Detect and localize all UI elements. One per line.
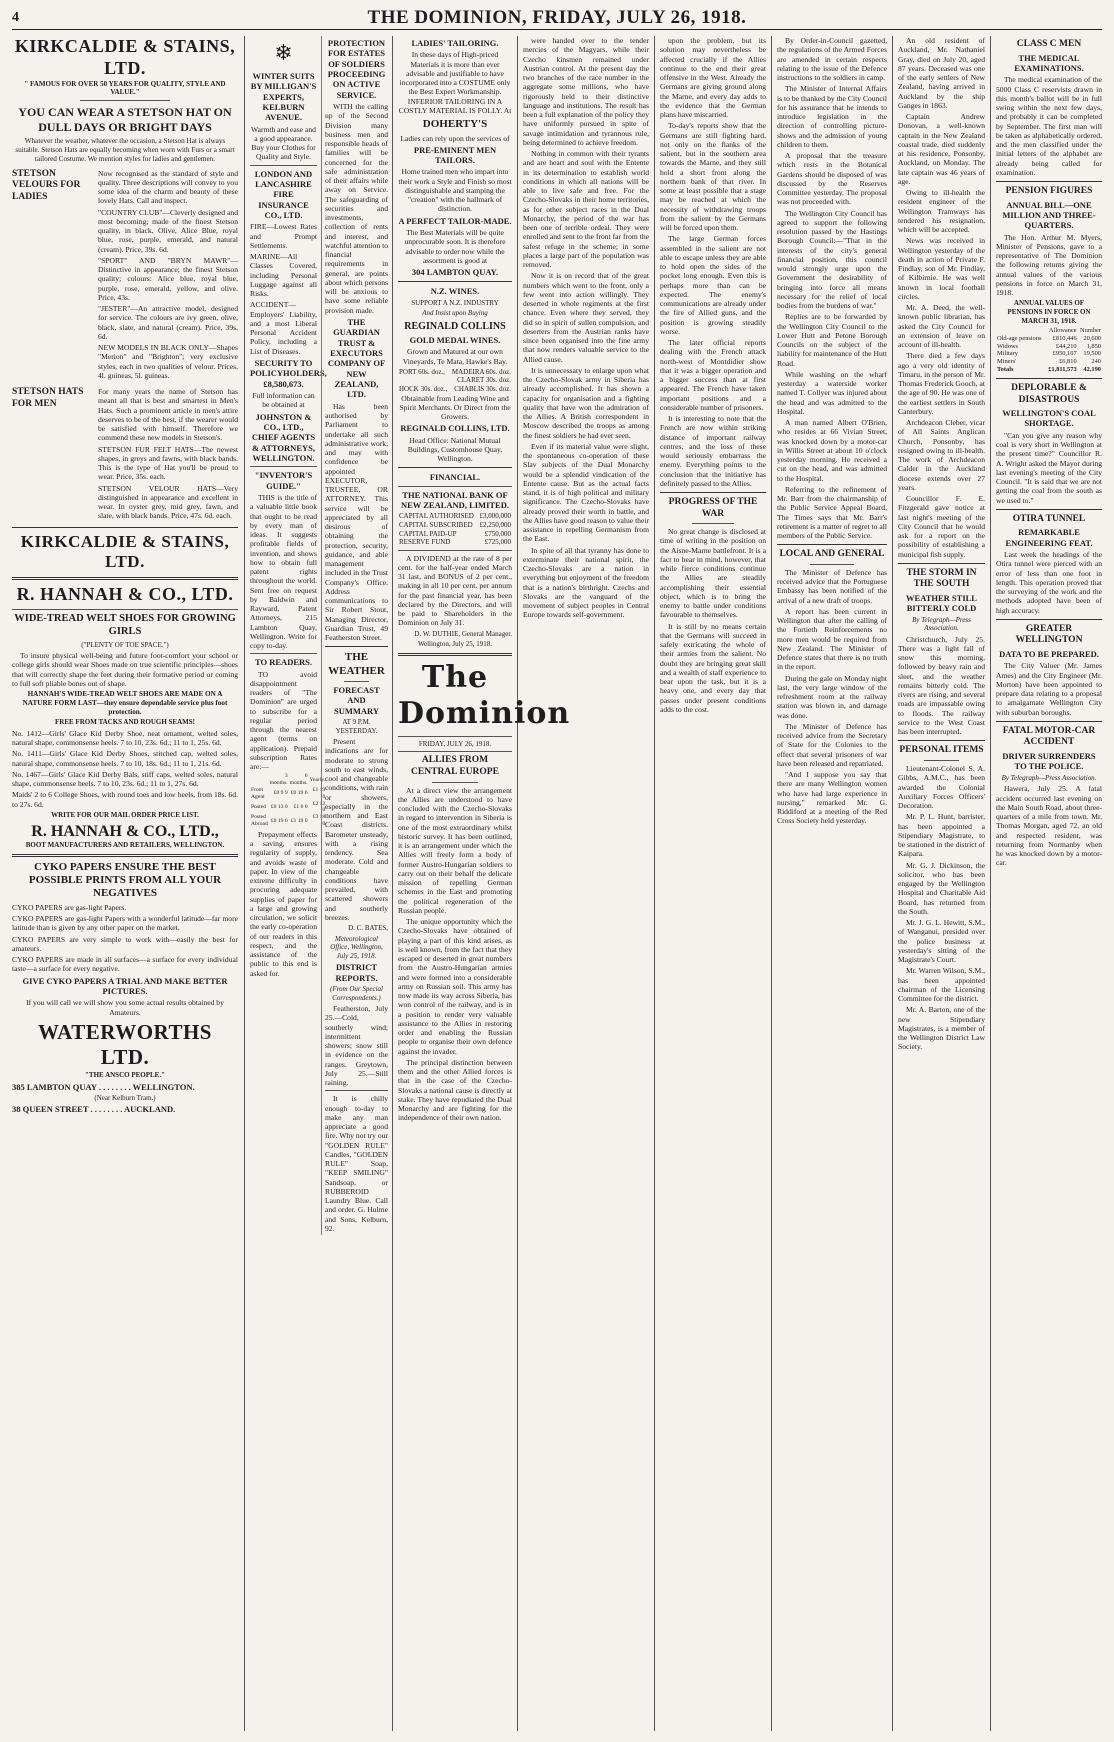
welt-shoes-free: FREE FROM TACKS AND ROUGH SEAMS! [55,718,195,727]
column-rule [244,36,245,1731]
column-rule [771,36,772,1731]
dividend-signature: D. W. DUTHIE, General Manager. [414,629,512,638]
shoe-item: No. 1412—Girls' Glace Kid Derby Shoe, neat ornament, welted soles, natural shape, commonsense heels. 7 to 10, 23s. 6d.; 11 to 1, 25s. 6d. [12,728,238,748]
shoe-item: Maids' 2 to 6 College Shoes, with round toes and low heels, from 18s. 6d. to 27s. 6d. [12,790,238,809]
guardian-body: Has been authorised by Parliament to undertake all such administrative work, and may with confidence be appointed EXECUTOR, TRUSTEE, OR ATTORNEY. This service will be appreciated by all desirous of obtaining the protection, security, guidance, and able management included in the Trust Company's Office. Address communications to Sir Robert Stout, Managing Director, Guardian Trust, 49 Featherston Street. [325,401,388,643]
greater-wellington-subhead: DATA TO BE PREPARED. [999,649,1099,659]
left-subcolumn [250,36,327,1235]
progress-paragraph: It is still by no means certain that the Germans will succeed in safely extricating the whole of their armies from the salient. No doubt they are bringing great skill and a wealth of staff experience to bear upon the task, but it is a heavy one, and every day that passes under present conditions adds to the cost. [660,621,766,714]
editorial-headline: ALLIES FROM CENTRAL EUROPE [411,755,499,777]
news-paragraph: Referring to the refinement of Mr. Barr from the chairmanship of the Public Service Appeal Board, The Times says that Mr. Barr's retirement is a matter of regret to all members of the Public Service. [777,484,887,540]
welt-shoes-sub: ("PLENTY OF TOE SPACE.") [81,640,169,649]
forecast-time: AT 9 P.M. YESTERDAY. [335,718,378,735]
to-readers-title: TO READERS. [255,657,312,668]
forecast-body: Present indications are for moderate to strong south to east winds, cool and changeable conditions, with rain or showers, especially in the northern and East Coast districts. Barometer unsteady, with a rising tendency. Sea moderate. Cold and changeable conditions have prevailed, with scattered showers and southerly breezes. [325,737,388,922]
news-paragraph: By Order-in-Council gazetted, the regulations of the Armed Forces are amended in certain respects relating to the issue of the Defence instructions to the soldiers in camp. [777,36,887,82]
kirkcaldie-title: KIRKCALDIE & STAINS, LTD. [14,36,236,78]
editorial-paragraph: The unique opportunity which the Czecho-Slovaks have obtained of playing a part of this kind arises, as is well known, from the fact that they escaped or deserted in great numbers from the Austro-Hungarian armies and were formed into a considerable army on Russian soil. This army has now made its way across Siberia, has won control of the railway, and is in a position to render very valuable assistance to the Allies in restoring order and enabling the Russian people to organise their own defence against the invader. [398,917,512,1056]
greater-wellington-body: The City Valuer (Mr. James Ames) and the City Engineer (Mr. Morton) have been appointed to prepare data relating to a proposal to amalgamate Wellington City with suburban boroughs. [996,661,1102,717]
forecast-signature: D. C. BATES, [348,924,388,933]
column-7 [898,36,985,1731]
news-paragraph: Owing to ill-health the resident engineer of the Wellington Tramways has tendered his resignation, which will be accepted. [898,188,985,234]
news-paragraph: Archdeacon Cleber, vicar of All Saints Anglican Church, Ponsonby, has resigned owing to ill-health. The work of Archdeacon Calder in the Auckland diocese extends over 27 years. [898,418,985,492]
district-reports-sub: (From Our Special Correspondents.) [329,985,383,1002]
column-1-ads [12,36,238,1731]
personal-paragraph: Lieutenant-Colonel S. A. Gibbs, A.M.C., has been awarded the Colonial Auxiliary Forces Officers' Decoration. [898,764,985,811]
perfect-body: The Best Materials will be quite unprocurable soon. It is therefore advisable to order now while the assortment is good at [404,228,506,265]
rates-header-row: 3 months. 6 months. Yearly. [269,773,326,787]
doherty-body: Ladies can rely upon the services of [400,133,510,143]
accident-line: ACCIDENT—Employers' Liability, and a most Liberal Personal Accident Policy, including a List of Diseases. [250,300,317,356]
forecast-office: Meteorological Office, Wellington, July 25, 1918. [330,934,383,960]
column-rule [990,36,991,1731]
editorial-paragraph: The principal distinction between them and the other Allied forces is that in the case of the Czecho-Slovaks a national cause is directly at stake. They have repudiated the Dual Monarchy and are fighting for the independence of their own nation. [398,1057,512,1123]
storm-subhead: WEATHER STILL BITTERLY COLD [906,592,977,614]
news-paragraph: Mr. A. Deed, the well-known public librarian, has asked the City Council for an extension of leave on account of ill-health. [898,303,985,349]
pension-headline: PENSION FIGURES [1005,186,1093,197]
head-office: Head Office: National Mutual Buildings, Customhouse Quay, Wellington. [407,435,503,464]
vineyard-note: Grown and Matured at our own Vineyards, Te Mata, Hawke's Bay. [402,347,508,366]
fatal-accident-byline: By Telegraph—Press Association. [1001,773,1097,782]
news-paragraph: A proposal that the treasure which rests in the Botanical Gardens should be disposed of was discussed by the Reserves Committee yesterday. The proposal was not proceeded with. [777,151,887,207]
progress-war-headline: PROGRESS OF THE WAR [668,497,758,519]
editorial-paragraph: upon the problem, but its solution may nevertheless be affected crucially if the Allies continue to the end their great offensive in the West. Already the Germans are giving ground along the Marne, and every day adds to the evidence that the German plans have miscarried. [660,36,766,119]
fatal-accident-subhead: DRIVER SURRENDERS TO THE POLICE. [1002,751,1096,772]
wine-row: PORT 60s. doz., MADEIRA 60s. doz. [399,367,511,376]
gold-medal-wines: GOLD MEDAL WINES. [409,335,501,346]
subscription-rates-table [250,773,326,828]
district-reports-title: DISTRICT REPORTS. [335,962,378,983]
waterworths-address-note: (Near Kelburn Tram.) [94,1093,156,1102]
storm-headline: THE STORM IN THE SOUTH [906,567,977,590]
news-paragraph: The Minister of Internal Affairs is to be thanked by the City Council for his assurance that he intends to introduce legislation in the direction of controlling picture-shows and the admission of young children to them. [777,84,887,149]
velours-item: "SPORT" AND "BRYN MAWR"—Distinctive in appearance; the finest Stetson quality; colours: Alice blue, royal blue, purple, rose, emerald, yellow, and olive. Price, 43s. [98,255,238,302]
doherty-name: DOHERTY'S [422,118,488,131]
editorial-date: FRIDAY, JULY 26, 1918. [418,739,492,748]
perfect-tailor-made: A PERFECT TAILOR-MADE. [398,215,512,226]
capital-row: CAPITAL SUBSCRIBED £2,250,000 [399,520,511,529]
shoe-item: No. 1411—Girls' Glace Kid Derby Shoes, stitched cap, welted soles, natural shape, commonsense heels. 7 to 10, 18s. 6d.; 11 to 1, 21s. 6d. [12,749,238,768]
welt-shoes-note: HANNAH'S WIDE-TREAD WELT SHOES ARE MADE ON A NATURE FORM LAST—they ensure dependable service plus foot protection. [22,690,228,716]
winter-suits-title: WINTER SUITS BY MILLIGAN'S EXPERTS, KELBURN AVENUE. [250,70,317,123]
editorial-paragraph: In spite of all that tyranny has done to exterminate their national spirit, the Czecho-Slovaks are a nation in everything but enjoyment of the freedom that is a nation's birthright. Czechs and Slovaks are the vanguard of the movement of subject peoples in Central Europe towards self-government. [523,545,649,620]
forecast-title: FORECAST AND SUMMARY [333,685,380,716]
protection-body: WITH the calling up of the Second Division many business men and responsible heads of families will be concerned for the safe administration of their affairs while away on Service. The safeguarding of securities and investments, collection of rents and interest, and watchful attention to financial requirements in general, are points about which persons will be anxious to have some reliable provision made. [325,102,388,315]
support-sub: And Insist upon Buying [422,309,488,318]
snowflake-icon: ❄ [274,40,293,65]
marine-line: MARINE—All Classes Covered, including Personal Luggage against all Risks. [250,252,317,299]
shoe-item: No. 1467—Girls' Glace Kid Derby Bals, stiff caps, welted soles, natural shape, commonsense heels. 7 to 10, 23s. 6d.; 11 to 1, 27s. 6d. [12,769,238,789]
column-3 [398,36,571,1731]
local-paragraph: A report has been current in Wellington that after the calling of the Fortieth Reinforcements no more men would be required from New Zealand. The Minister of Defence states that there is no truth in the report. [777,606,887,672]
hannah-title-footer: R. HANNAH & CO., LTD., [31,822,219,840]
waterworths-address-1: 385 LAMBTON QUAY . . . . . . . . WELLINGTON. [12,1081,195,1092]
prepay-body: Prepayment effects a saving, ensures regularity of supply, and avoids waste of paper. In view of the extreme difficulty in procuring adequate supplies of paper for a large and growing circulation, we solicit the early co-operation of our readers in this respect, and the assistance of the public to this end is asked for. [250,829,317,978]
waterworths-title: WATERWORTHS LTD. [37,1019,212,1070]
column-6 [777,36,887,1731]
local-general-headline: LOCAL AND GENERAL [779,549,885,560]
chilly-ad: It is chilly enough to-day to make any man appreciate a good fire. Why not try our "GOLDEN RULE" Candles, "GOLDEN RULE" Soap, "KEEP SMILING" Sandsoap, or RUBBEROID Laundry Blue. Call and order. G. Hulme and Sons, Kelburn, 92. [325,1094,388,1233]
editorial-paragraph: Even if its material value were slight, the spontaneous co-operation of these Slav subjects of the Dual Monarchy would be a splendid vindication of the Entente cause. But as the actual facts stand, it is of high political and military significance. The Czecho-Slovaks have already proved their worth in battle, and the Allies have good reason to value their assistance in repelling Germanism from the East. [523,441,649,544]
velours-item: "JESTER"—An attractive model, designed for service. The colours are ivy green, olive, black, slate, and natural (cream). Price, 39s. 6d. [98,304,238,341]
ansco-tagline: "THE ANSCO PEOPLE." [85,1070,165,1079]
local-paragraph: "And I suppose you say that there are many Wellington women who have had large experience in nursing," remarked Mr. G. Riddiford at a meeting of the Red Cross Society held yesterday. [777,770,887,826]
waterworths-address-2: 38 QUEEN STREET . . . . . . . . AUCKLAND. [12,1104,176,1115]
financial-title: FINANCIAL. [429,472,481,483]
cyko-trial: GIVE CYKO PAPERS A TRIAL AND MAKE BETTER PICTURES. [22,975,228,996]
mens-hats-list [98,387,238,523]
fire-line: FIRE—Lowest Rates and Prompt Settlements. [250,222,317,250]
storm-body: Christchurch, July 25. There was a light fall of snow this morning, followed by heavy rain and sleet, and the weather remains bitterly cold. The rivers are rising, and several roads are impassable owing to floods. The railway service to the West Coast has been interrupted. [898,634,985,737]
pension-row: Widows £44,210 1,850 [997,342,1101,350]
pension-table-title: ANNUAL VALUES OF PENSIONS IN FORCE ON MARCH 31, 1918. [1007,299,1091,325]
cyko-item: CYKO PAPERS are very simple to work with—easily the best for amateurs. [12,934,238,953]
newspaper-page [12,6,1102,1734]
guardian-title: THE GUARDIAN TRUST & EXECUTORS COMPANY OF NEW ZEALAND, LTD. [327,316,386,400]
hannah-title: R. HANNAH & CO., LTD. [16,584,234,605]
velours-label: STETSON VELOURS FOR LADIES [12,168,81,202]
wine-row: HOCK 30s. doz., CHABLIS 30s. doz. [399,384,511,393]
news-paragraph: There died a few days ago a very old identity of Timaru, in the person of Mr. Thomas Frederick Gooch, at the age of 90. He was one of the earliest settlers in South Canterbury. [898,351,985,416]
security-line: SECURITY TO POLICYHOLDERS, £8,580,673. [250,357,327,389]
cyko-note: If you will call we will show you some actual results obtained by Amateurs. [26,998,224,1017]
column-4-editorial [523,36,649,1731]
kirkcaldie-title-footer: KIRKCALDIE & STAINS, LTD. [20,531,230,572]
velours-section [12,169,238,383]
mens-hats-item: For many years the name of Stetson has meant all that is best and smartest in Men's Hats. Such a prominent article in men's attire deserves to be of the best, if the wearer would be satisfied with himself. Therefore we commend these new models in Stetson's. [98,387,238,443]
winter-suits-body: Warmth and ease and a good appearance. Buy your Clothes for Quality and Style. [251,124,316,162]
kirkcaldie-tagline: " FAMOUS FOR OVER 50 YEARS FOR QUALITY, STYLE AND VALUE." [24,79,226,97]
personal-paragraph: Mr. J. G. L. Hewitt, S.M., of Wanganui, presided over the police business at yesterday's sitting of the Magistrate's Court. [898,918,985,965]
masthead-title: THE DOMINION, FRIDAY, JULY 26, 1918. [367,7,747,28]
support-industry: SUPPORT A N.Z. INDUSTRY [411,298,499,307]
local-paragraph: The Minister of Defence has received advice that the Portuguese Embassy has been notified of the arrival of a new draft of troops. [777,567,887,605]
pre-eminent-tailors: PRE-EMINENT MEN TAILORS. [413,144,497,166]
masthead [12,6,1102,30]
deplorable-headline: DEPLORABLE & DISASTROUS [1011,382,1087,405]
welt-shoes-headline: WIDE-TREAD WELT SHOES FOR GROWING GIRLS [14,612,236,637]
news-paragraph: Councillor F. E. Fitzgerald gave notice at last night's meeting of the City Council that he would ask for a report on the possibility of establishing a municipal fish supply. [898,494,985,559]
editorial-paragraph: The later official reports dealing with the French attack north-west of Montdidier show that it was a bigger operation and a bigger success than at first appeared. The French have taken important positions and a considerable number of prisoners. [660,338,766,412]
editorial-paragraph: At a direct view the arrangement the Allies are understood to have concluded with the Czecho-Slovaks in regard to intervention in Siberia is one of the most extraordinary whilst historic survey. It has been outlined, it is an arrangement under which the Allies will freely form a body of former Austro-Hungarian soldiers to carry out on their behalf the delicate mission of repelling German schemes in the East and promoting the political regeneration of the Russian people. [398,785,512,915]
to-readers-body: TO avoid disappointment readers of "The Dominion" are urged to subscribe for a regular period through the nearest agent (terms on application). Prepaid subscription Rates are:— [250,669,317,772]
editorial-paragraph: To-day's reports show that the Germans are still fighting hard, not only on the flanks of the salient, but in the southern area towards the Marne, and they still hold a short front along the northern bank of that river. In some at least possible that a stage may be reached at which the necessity of withdrawing troops from the salient by the Germans will be forced upon them. [660,121,766,232]
dividend-date: Wellington, July 25, 1918. [417,640,493,649]
column-rule [892,36,893,1731]
news-paragraph: The Wellington City Council has agreed to support the following resolution passed by the Hastings Borough Council:—"That in the interests of the city's general financial position, this council would strongly urge upon the Government the desirability of bringing into force all means necessary for the relief of local bodies from the burdens of war." [777,208,887,310]
rates-row: Posted £0 13 0 £1 6 0 £2 12 0 [251,800,326,814]
collins-ltd: REGINALD COLLINS, LTD. [400,423,510,434]
editorial-paragraph: It is unnecessary to enlarge upon what the Czecho-Slovak army in Siberia has already accomplished. It has shown a capacity for organisation and a fighting quality that have won the admiration of the Allies. A British correspondent in Moscow described the troops as among the finest soldiers he had ever seen. [523,365,649,440]
coal-shortage-body: "Can you give any reason why coal is very short in Wellington at the present time?" Councillor R. A. Wright asked the Mayor during last evening's meeting of the City Council. "It is said that we are not getting the coal from the south as we used to." [996,430,1102,505]
editorial-paragraph: Now it is on record that of the great numbers which went to the front, only a few went into action willingly. They deserted in whole regiments at the first chance. Even where they served, they did so in spirit of sullen compulsion, and deserters from the Austrian ranks have since been organised into the fine army that now renders valuable service to the Allied cause. [523,271,649,364]
editorial-paragraph: were handed over to the tender mercies of the Magyars, while their Czecho kinsmen remained under Austrian control. At the present day the two branches of the race number in the aggregate some millions, who have rigorously held to their distinctive language and institutions. The result has been a full explanation of the policy they have uniformly pursued in spite of savage intimidation and tyrannous rule, being determined to achieve freedom. [523,36,649,147]
district-reports-body: Featherston, July 25.—Cold, southerly wind; intermittent showers; snow still in evidence on the ranges. Greytown, July 25.—Still raining. [325,1004,388,1088]
class-c-body: The medical examination of the 5000 Class C reservists drawn in this month's ballot will be in full swing within the next few days, and probably it can be completed by September. The first man will be taken as alphabetically ordered, and the men classified under the initial letters of the alphabet are already being called for examination. [996,75,1102,177]
left-ads-column [250,36,388,1235]
velours-item: Now recognised as the standard of style and quality. Three descriptions will convey to you some idea of the charm and beauty of these lovely Hats. Call and inspect. [98,168,238,206]
pension-subhead: ANNUAL BILL—ONE MILLION AND THREE-QUARTERS. [1002,199,1096,231]
wine-prices-table [398,368,512,394]
otira-body: Last week the headings of the Otira tunnel were pierced with an error of less than one foot in length. This operation proved that the surveying of the work and the methods adopted have been of high accuracy. [996,550,1102,615]
welt-shoes-body: To insure physical well-being and future foot-comfort your school or college girls should wear Shoes made on true scientific principles—shoes that will correctly shape the feet during their formative period or coming to full soft pliable bones out of shape. [12,651,238,688]
column-rule [517,36,518,1731]
reginald-collins-name: REGINALD COLLINS [404,320,506,332]
local-paragraph: The Minister of Defence has received advice from the Secretary of State for the Colonies to the effect that several prisoners of war have been released and repatriated. [777,721,887,768]
stetson-intro: Whatever the weather, whatever the occasion, a Stetson Hat is always suitable. Stetson Hats are equally becoming when worn with Furs or a smart tailored Costume. We mention styles for ladies and gentlemen. [15,137,235,163]
cyko-item: CYKO PAPERS are gas-light Papers. [12,902,127,912]
editorial-paragraph: Nothing in common with their tyrants and are heart and soul with the Entente in its determination to establish world conditions in which all nations will be able to live safe and free. For the Czecho-Slovaks in their home territories, as for other subject races in the Dual Monarchy, the period of the war has been one of terrible ordeal. They were enrolled and sent to the front far from the safest refuge in the scheme; in some places a large part of the population was removed. [523,149,649,269]
ladies-tailoring-body: In these days of High-priced Materials it is more than ever advisable and justifiable to have incorporated into a COSTUME only the Best Expert Workmanship. INFERIOR TAILORING IN A COSTLY MATERIAL IS FOLLY. At [398,50,512,115]
coal-shortage-subhead: WELLINGTON'S COAL SHORTAGE. [1002,408,1096,429]
pension-row: Old-age pensions £810,446 20,600 [997,334,1101,342]
personal-paragraph: Mr. P. L. Hunt, barrister, has been appointed a Stipendiary Magistrate, to be stationed in the district of Kaipara. [898,812,985,859]
weather-title: THE WEATHER [328,651,385,677]
news-paragraph: A man named Albert O'Brien, who resides at 66 Vivian Street, was knocked down by a motor-car in Willis Street at about 10 o'clock yesterday morning. He received a cut on the head, and was admitted to the Hospital. [777,418,887,483]
column-2 [250,36,388,1731]
capital-row: CAPITAL PAID-UP £750,000 [399,529,511,538]
column-rule [392,36,393,1731]
velours-item: "COUNTRY CLUB"—Cleverly designed and most becoming; made of the finest Stetson quality, in black, Olive, Alice Blue, royal blue, rose, purple, emerald, and natural (cream). Price, 39s. 6d. [98,207,238,254]
news-paragraph: While washing on the wharf yesterday a waterside worker named T. Collyer was injured about the head and was admitted to the Hospital. [777,369,887,416]
column-5 [660,36,766,1731]
mens-hats-label: STETSON HATS FOR MEN [12,387,84,409]
capital-table [398,512,512,546]
greater-wellington-headline: GREATER WELLINGTON [1015,623,1083,646]
pension-body: The Hon. Arthur M. Myers, Minister of Pensions, gave to a representative of The Dominion the following returns giving the annual values of the various pensions in force on March 31, 1918. [996,232,1102,298]
capital-row: CAPITAL AUTHORISED £3,000,000 [399,512,511,521]
nz-wines-title: N.Z. WINES. [430,286,480,297]
national-bank-title: THE NATIONAL BANK OF NEW ZEALAND, LIMITED. [400,489,509,511]
fatal-accident-body: Hawera, July 25. A fatal accident occurred last evening on the Main South Road, about three-quarters of a mile from town. Mr. Thomas Morgan, aged 72, an old and respected resident, was returning from Normanby when he was knocked down by a motor-car. [996,784,1102,868]
doherty-address: 304 LAMBTON QUAY. [411,267,499,278]
velours-item: NEW MODELS IN BLACK ONLY—Shapes "Merion" and "Brighton"; very exclusive styles, each in two qualities of velour. Prices, 4l. guineas, 5l. guineas. [98,343,238,380]
storm-byline: By Telegraph—Press Association. [912,615,971,633]
stetson-headline: YOU CAN WEAR A STETSON HAT ON DULL DAYS OR BRIGHT DAYS [18,104,232,134]
personal-items-headline: PERSONAL ITEMS [899,745,984,756]
otira-headline: OTIRA TUNNEL [1012,513,1086,524]
local-paragraph: During the gale on Monday night last, the very large window of the refreshment room at the railway station was blown in, and damage was done. [777,673,887,720]
dividend-notice: A DIVIDEND at the rate of 8 per cent. for the half-year ended March 31 last, and BONUS of 2 per cent., making in all 10 per cent. per annum for the past financial year, has been declared by the Directors, and will be paid to Shareholders in the Dominion on July 31. [398,553,512,628]
rates-row: Posted Abroad £0 19 6 £1 19 0 £3 18 0 [251,814,326,828]
pension-table [996,327,1102,374]
obtainable-note: Obtainable from Leading Wine and Spirit Merchants. Or Direct from the Growers. [399,393,511,422]
paper-nameplate: The Dominion [398,659,571,732]
cyko-headline: CYKO PAPERS ENSURE THE BEST POSSIBLE PRINTS FROM ALL YOUR NEGATIVES [28,860,222,900]
personal-paragraph: Mr. A. Barton, one of the new Stipendiary Magistrates, is a member of the Wellington District Law Society. [898,1005,985,1052]
editorial-paragraph: It is interesting to note that the French are now within striking distance of important railway centres, and the loss of these would seriously embarrass the enemy. Everything points to the conclusion that the initiative has definitely passed to the Allies. [660,414,766,488]
page-number: 4 [12,10,19,25]
hannah-footer: BOOT MANUFACTURERS AND RETAILERS, WELLINGTON. [25,841,225,850]
london-lancashire-title: LONDON AND LANCASHIRE FIRE INSURANCE CO., LTD. [254,168,313,221]
pension-row: Totals £1,811,573 42,190 [997,366,1101,374]
ladies-tailoring-title: LADIES' TAILORING. [411,38,499,48]
class-c-headline: CLASS C MEN [1016,39,1082,49]
velours-list [98,169,238,383]
protection-title: PROTECTION FOR ESTATES OF SOLDIERS PROCEEDING ON ACTIVE SERVICE. [327,38,386,100]
column-rule [654,36,655,1731]
editorial-paragraph: The large German forces assembled in the salient are not able to escape unless they are able to hold open the sides of the pocket long enough. Even this is perhaps more than can be expected. The enemy's communications are already under the fire of Allied guns, and the position is growing steadily worse. [660,234,766,336]
mens-hats-section [12,387,238,523]
mens-hats-item: STETSON VELOUR HATS—Very distinguished in appearance and excellent in wear. In oyster grey, mid grey, fawn, and slate, with black bands. Price, 47s. 6d. each. [98,483,238,521]
inventors-guide-title: "INVENTOR'S GUIDE." [254,470,313,491]
otira-subhead: REMARKABLE ENGINEERING FEAT. [1005,527,1093,548]
pension-row: Miners' £6,810 240 [997,358,1101,366]
news-paragraph: Replies are to be forwarded by the Wellington City Council to the Lower Hutt and Petone Borough Councils on the subject of the liability for maintenance of the Hutt Road. [777,312,887,368]
info-line: Full information can be obtained at [252,391,315,410]
mens-hats-item: STETSON FUR FELT HATS—The newest shapes, in greys and fawns, with black bands. This is the type of Hat you'll be proud to wear. Price, 35s. each. [98,444,238,482]
capital-row: RESERVE FUND £725,000 [399,538,511,547]
column-8 [996,36,1102,1731]
inventors-guide-body: THIS is the title of a valuable little book that ought to be read by every man of ideas. It suggests profitable fields of invention, and shows how to obtain full patent rights throughout the world. Sent free on request by Baldwin and Rayward, Patent Attorneys, 215 Lambton Quay, Wellington. Write for copy to-day. [250,493,317,651]
class-c-subhead: THE MEDICAL EXAMINATIONS. [1014,52,1084,73]
personal-paragraph: Mr. Warren Wilson, S.M., has been appointed chairman of the Licensing Committee for the district. [898,966,985,1004]
johnston-agents: JOHNSTON & CO., LTD., CHIEF AGENTS & ATTORNEYS, WELLINGTON. [251,411,316,463]
news-paragraph: News was received in Wellington yesterday of the death in action of Private F. Findlay, son of Mr. Findlay, of Kilbirnie. He was well known in local football circles. [898,236,985,301]
fatal-accident-headline: FATAL MOTOR-CAR ACCIDENT [1002,725,1096,748]
doherty-body-2: Home trained men who impart into their work a Style and Finish so most distinguishable and stamping the "creation" with the hallmark of distinction. [398,167,512,214]
pension-row: Military £950,107 19,500 [997,350,1101,358]
personal-paragraph: Mr. G. J. Dickinson, the solicitor, who has been engaged by the Wellington Hospital and Charitable Aid Board, has returned from the South. [898,860,985,916]
rates-row: From Agent £0 9 9 £0 19 6 £1 19 0 [251,787,326,800]
news-paragraph: An old resident of Auckland, Mr. Nathaniel Gray, died on July 20, aged 87 years. Deceased was one of the early settlers of New Zealand, having arrived in Auckland by the ship Ganges in 1863. [898,36,985,110]
right-subcolumn [321,36,388,1235]
mail-order-note: WRITE FOR OUR MAIL ORDER PRICE LIST. [51,810,199,819]
wine-row: CLARET 30s. doz. [457,376,511,385]
cyko-item: CYKO PAPERS are made in all surfaces—a surface for every individual taste—a surface for every negative. [12,955,238,974]
news-paragraph: Captain Andrew Donovan, a well-known captain in the New Zealand coastal trade, died suddenly at his residence, Ponsonby, Auckland, on Monday. The late captain was 46 years of age. [898,112,985,186]
progress-paragraph: No great change is disclosed at time of writing in the position on the Aisne-Marne battlefront. It is a fact to bear in mind, however, that while fierce conditions continue the Allies are steadily accomplishing their essential object, which is to bring the enemy to battle under conditions favourable to themselves. [660,527,766,620]
cyko-item: CYKO PAPERS are gas-light Papers with a wonderful latitude—far more latitude than is given by any other paper on the market. [12,914,238,933]
pension-header-row: Allowance Number [1048,327,1101,335]
